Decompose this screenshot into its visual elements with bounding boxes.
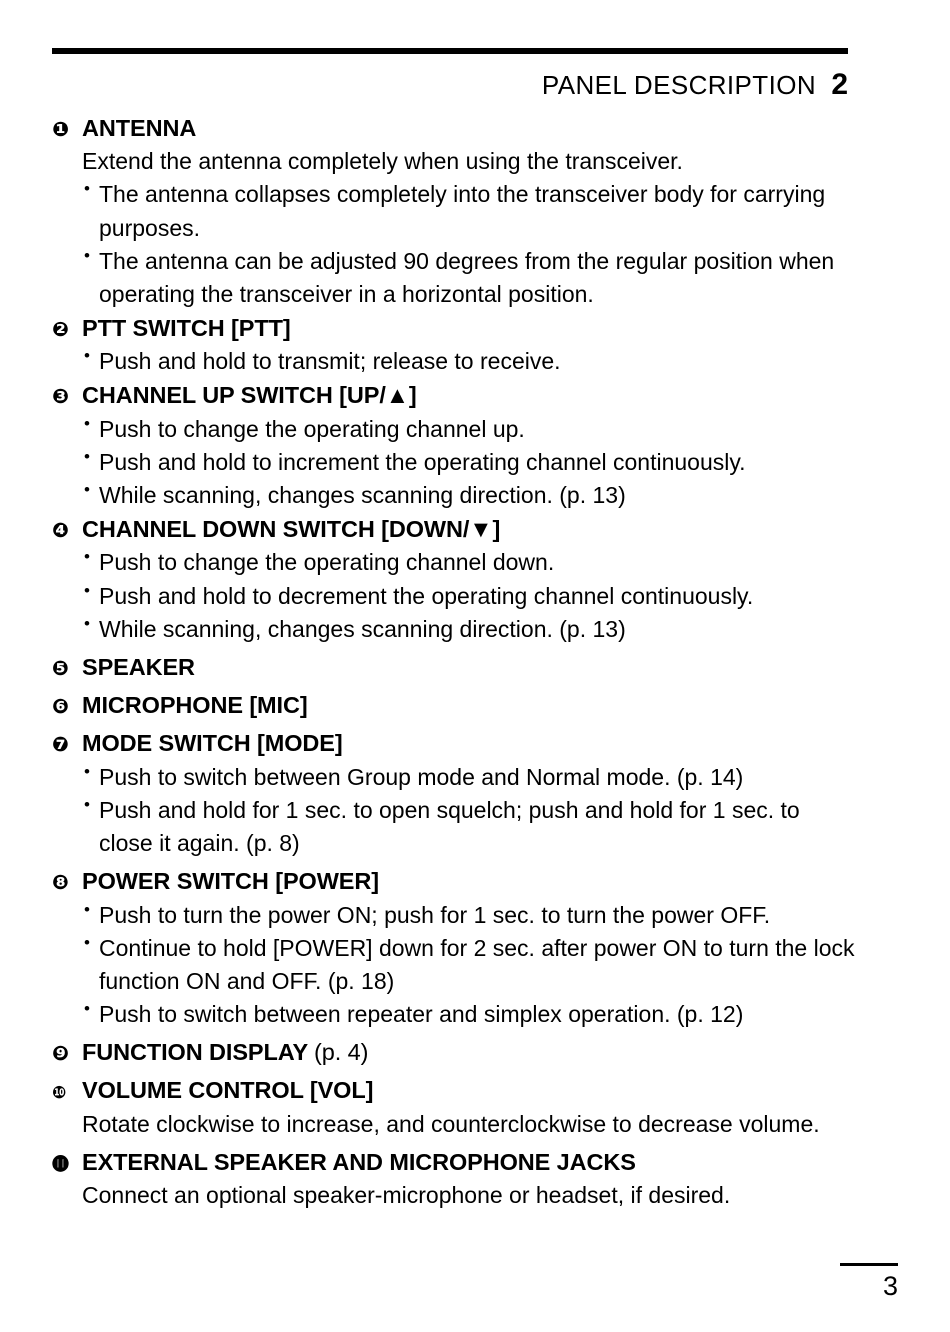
item-description-11: Connect an optional speaker-microphone or headset, if desired. xyxy=(82,1182,731,1209)
list-item xyxy=(52,1146,856,1212)
list-item xyxy=(52,312,856,378)
bullet: • Push to switch between Group mode and Normal mode. (p. 14) xyxy=(82,761,856,794)
item-title-6: MICROPHONE [MIC] xyxy=(82,692,308,719)
bullet: • Push to change the operating channel down. xyxy=(82,546,856,579)
item-number-5: ❺ xyxy=(52,655,69,680)
item-description-10: Rotate clockwise to increase, and counterclockwise to decrease volume. xyxy=(82,1110,820,1137)
item-bullets-3 xyxy=(82,413,856,512)
item-number-2: ❷ xyxy=(52,316,69,341)
item-bullets-2 xyxy=(82,345,856,378)
list-item xyxy=(52,1074,856,1140)
list-item xyxy=(52,651,856,684)
bullet: • Push and hold for 1 sec. to open squelch; push and hold for 1 sec. to close it again. (p. 8) xyxy=(82,794,856,860)
header-divider xyxy=(52,48,848,54)
footer-divider xyxy=(840,1263,898,1266)
bullet: • Push and hold to transmit; release to receive. xyxy=(82,345,856,378)
page-number: 3 xyxy=(882,1271,898,1301)
bullet: • Push and hold to decrement the operating channel continuously. xyxy=(82,580,856,613)
item-title-9-reference: (p. 4) xyxy=(314,1038,369,1065)
bullet: • Push to turn the power ON; push for 1 sec. to turn the power OFF. xyxy=(82,899,856,932)
item-title-7: MODE SWITCH [MODE] xyxy=(82,730,343,757)
item-title-10: VOLUME CONTROL [VOL] xyxy=(82,1077,374,1104)
list-item xyxy=(52,1036,856,1069)
item-title-3: CHANNEL UP SWITCH [UP/▲] xyxy=(82,382,417,409)
item-number-4: ❹ xyxy=(52,518,69,543)
list-item xyxy=(52,513,856,646)
item-bullets-8 xyxy=(82,899,856,1031)
item-title-9: FUNCTION DISPLAY xyxy=(82,1038,308,1065)
list-item xyxy=(52,865,856,1031)
bullet: • Push to change the operating channel up. xyxy=(82,413,856,446)
bullet: • Push to switch between repeater and simplex operation. (p. 12) xyxy=(82,998,856,1031)
list-item xyxy=(52,689,856,722)
item-number-8: ❽ xyxy=(52,870,69,895)
item-number-7: ❼ xyxy=(52,732,69,757)
list-item xyxy=(52,727,856,860)
chapter-number: 2 xyxy=(831,68,848,101)
section-title: PANEL DESCRIPTION xyxy=(541,70,816,100)
item-bullets-1 xyxy=(82,178,856,310)
item-description-1: Extend the antenna completely when using the transceiver. xyxy=(82,148,683,175)
list-item xyxy=(52,112,856,311)
item-number-10: ❿ xyxy=(52,1083,67,1104)
item-bullets-7 xyxy=(82,761,856,860)
item-number-11: ⓫ xyxy=(52,1154,69,1175)
bullet: • The antenna can be adjusted 90 degrees from the regular position when operating the transceiver in a horizontal position. xyxy=(82,245,856,311)
bullet: • Continue to hold [POWER] down for 2 sec. after power ON to turn the lock function ON and OFF. (p. 18) xyxy=(82,932,856,998)
bullet: • While scanning, changes scanning direction. (p. 13) xyxy=(82,479,856,512)
item-title-4: CHANNEL DOWN SWITCH [DOWN/▼] xyxy=(82,516,501,543)
bullet: • The antenna collapses completely into the transceiver body for carrying purposes. xyxy=(82,178,856,244)
item-number-6: ❻ xyxy=(52,694,69,719)
item-number-3: ❸ xyxy=(52,384,69,409)
panel-description-list xyxy=(52,112,856,1213)
list-item xyxy=(52,379,856,512)
item-title-8: POWER SWITCH [POWER] xyxy=(82,868,379,895)
bullet: • While scanning, changes scanning direction. (p. 13) xyxy=(82,613,856,646)
item-bullets-4 xyxy=(82,546,856,645)
item-title-1: ANTENNA xyxy=(82,115,197,141)
item-title-2: PTT SWITCH [PTT] xyxy=(82,314,291,341)
item-number-9: ❾ xyxy=(52,1040,69,1065)
page-header xyxy=(52,68,848,102)
item-number-1: ❶ xyxy=(52,117,69,141)
bullet: • Push and hold to increment the operating channel continuously. xyxy=(82,446,856,479)
item-title-11: EXTERNAL SPEAKER AND MICROPHONE JACKS xyxy=(82,1148,636,1175)
item-title-5: SPEAKER xyxy=(82,653,195,680)
